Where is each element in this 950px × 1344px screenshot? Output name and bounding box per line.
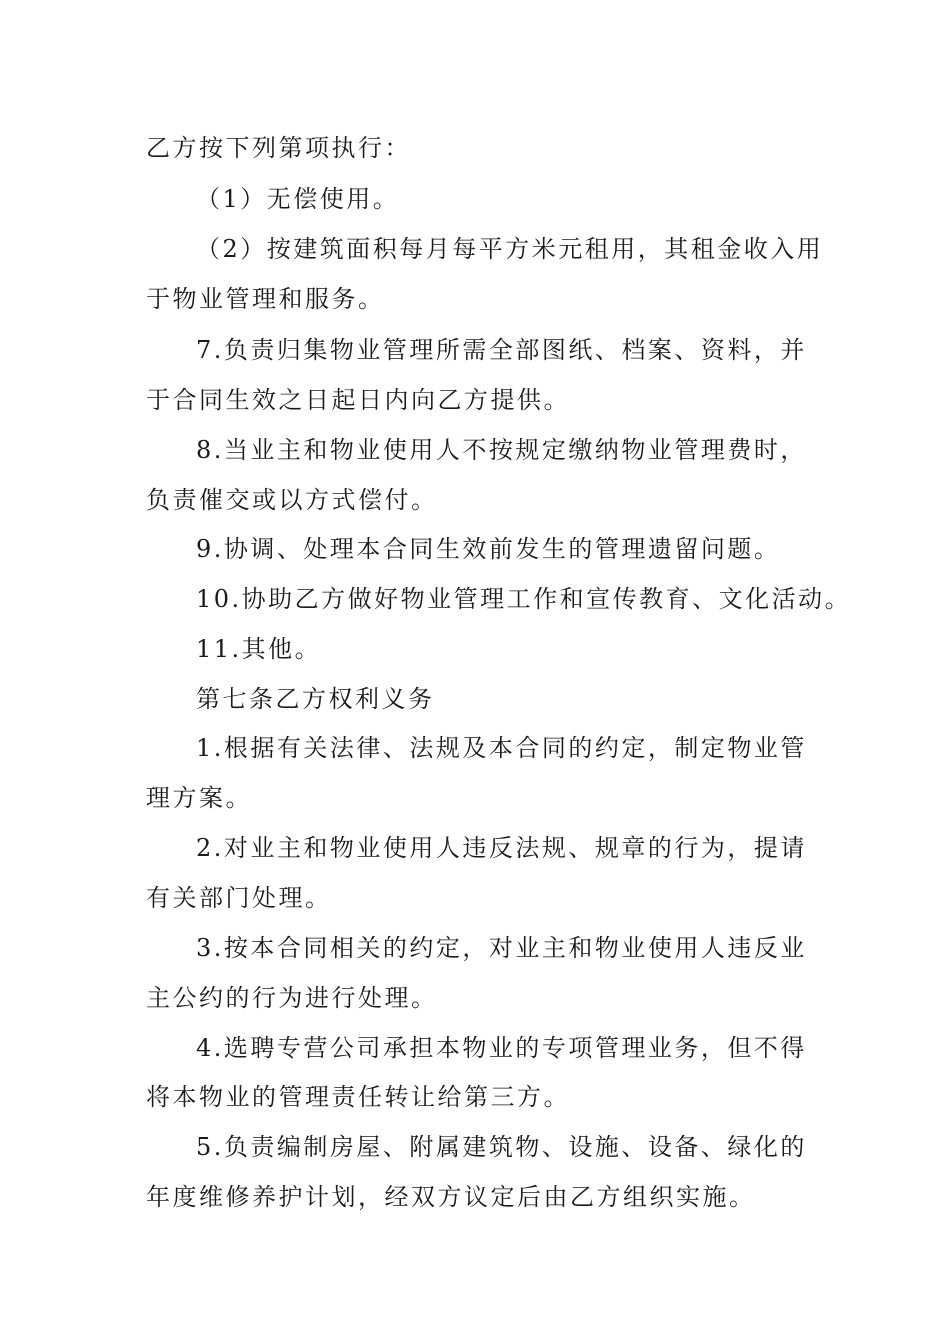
text-line: 2.对业主和物业使用人违反法规、规章的行为，提请 <box>196 834 807 862</box>
text-line: 于物业管理和服务。 <box>146 285 385 313</box>
text-line: 9.协调、处理本合同生效前发生的管理遗留问题。 <box>196 535 781 563</box>
text-line: 11.其他。 <box>196 635 322 663</box>
text-line: 4.选聘专营公司承担本物业的专项管理业务，但不得 <box>196 1034 807 1062</box>
text-line: （2）按建筑面积每月每平方米元租用，其租金收入用 <box>196 235 824 263</box>
text-line: 理方案。 <box>146 784 252 812</box>
section-heading: 第七条乙方权利义务 <box>196 685 435 713</box>
text-line: 将本物业的管理责任转让给第三方。 <box>146 1083 570 1111</box>
text-line: 10.协助乙方做好物业管理工作和宣传教育、文化活动。 <box>196 585 852 613</box>
text-line: 3.按本合同相关的约定，对业主和物业使用人违反业 <box>196 934 807 962</box>
text-line: 8.当业主和物业使用人不按规定缴纳物业管理费时， <box>196 436 807 464</box>
text-line: （1）无偿使用。 <box>196 185 400 213</box>
text-line: 年度维修养护计划，经双方议定后由乙方组织实施。 <box>146 1183 756 1211</box>
text-line: 1.根据有关法律、法规及本合同的约定，制定物业管 <box>196 734 807 762</box>
text-line: 主公约的行为进行处理。 <box>146 984 438 1012</box>
text-line: 于合同生效之日起日内向乙方提供。 <box>146 386 570 414</box>
text-line: 负责催交或以方式偿付。 <box>146 486 438 514</box>
text-line: 乙方按下列第项执行： <box>146 134 411 162</box>
text-line: 7.负责归集物业管理所需全部图纸、档案、资料，并 <box>196 336 807 364</box>
text-line: 有关部门处理。 <box>146 884 332 912</box>
text-line: 5.负责编制房屋、附属建筑物、设施、设备、绿化的 <box>196 1133 807 1161</box>
